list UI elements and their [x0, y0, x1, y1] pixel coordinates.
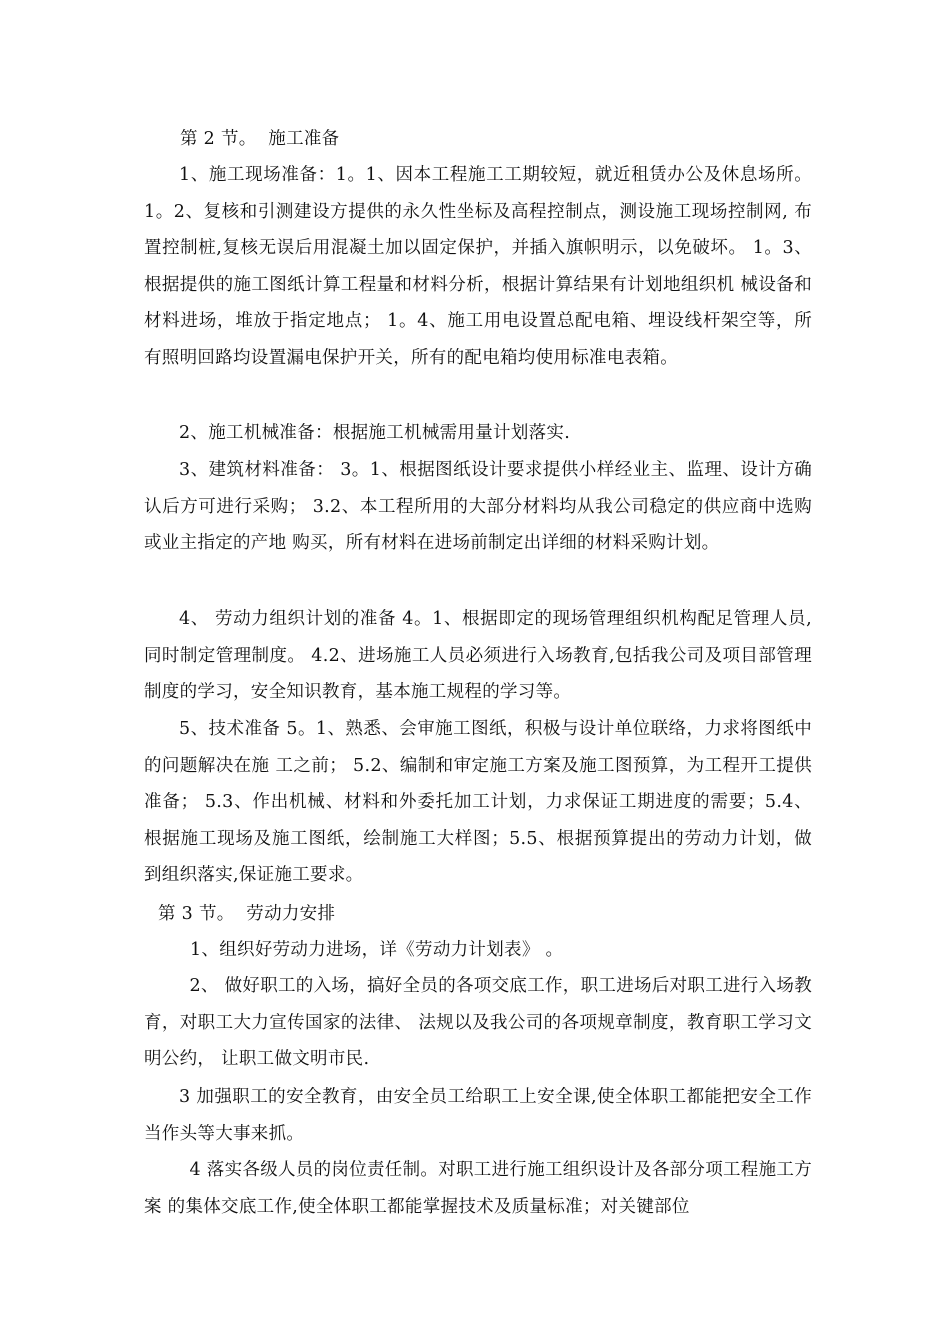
section-2-paragraph-technical-preparation: 5、技术准备 5。1、熟悉、会审施工图纸，积极与设计单位联络，力求将图纸中的问题解决在施 工之前； 5.2、编制和审定施工方案及施工图预算，为工程开工提供准备； 5.3、作出机械、材料和外委托加工计划，力求保证工期进度的需要；5.4、根据施工现场及施工图纸，绘制施工大样图；5.5、根据预算提出的劳动力计划，做到组织落实,保证施工要求。: [144, 719, 812, 885]
section-3-paragraph-1: 1、组织好劳动力进场，详《劳动力计划表》 。: [190, 940, 564, 960]
section-3-paragraph-3: 3 加强职工的安全教育，由安全员工给职工上安全课,使全体职工都能把安全工作 当作头等大事来抓。: [144, 1087, 812, 1144]
section-2-heading: 第 2 节。 施工准备: [180, 129, 340, 149]
section-3-paragraph-2: 2、 做好职工的入场，搞好全员的各项交底工作，职工进场后对职工进行入场教育，对职工大力宣传国家的法律、 法规以及我公司的各项规章制度，教育职工学习文明公约， 让职工做文明市民.: [144, 976, 812, 1069]
section-2-paragraph-machinery-preparation: 2、施工机械准备：根据施工机械需用量计划落实.: [179, 423, 571, 443]
section-3-heading: 第 3 节。 劳动力安排: [158, 904, 336, 924]
section-2-paragraph-site-preparation: 1、施工现场准备：1。1、因本工程施工工期较短，就近租赁办公及休息场所。 1。2、复核和引测建设方提供的永久性坐标及高程控制点，测设施工现场控制网, 布置控制桩,复核无误后用混凝土加以固定保护，并插入旗帜明示，以免破坏。 1。3、根据提供的施工图纸计算工程量和材料分析，根据计算结果有计划地组织机 械设备和材料进场，堆放于指定地点； 1。4、施工用电设置总配电箱、埋设线杆架空等，所有照明回路均设置漏电保护开关，所有的配电箱均使用标准电表箱。: [144, 165, 812, 368]
section-2-paragraph-materials-preparation: 3、建筑材料准备： 3。1、根据图纸设计要求提供小样经业主、监理、设计方确认后方可进行采购； 3.2、本工程所用的大部分材料均从我公司稳定的供应商中选购或业主指定的产地 购买，所有材料在进场前制定出详细的材料采购计划。: [144, 460, 812, 553]
section-2-paragraph-labor-preparation: 4、 劳动力组织计划的准备 4。1、根据即定的现场管理组织机构配足管理人员,同时制定管理制度。 4.2、进场施工人员必须进行入场教育,包括我公司及项目部管理制度的学习，安全知识教育，基本施工规程的学习等。: [144, 609, 812, 702]
section-3-paragraph-4: 4 落实各级人员的岗位责任制。对职工进行施工组织设计及各部分项工程施工方案 的集体交底工作,使全体职工都能掌握技术及质量标准；对关键部位: [144, 1160, 812, 1217]
